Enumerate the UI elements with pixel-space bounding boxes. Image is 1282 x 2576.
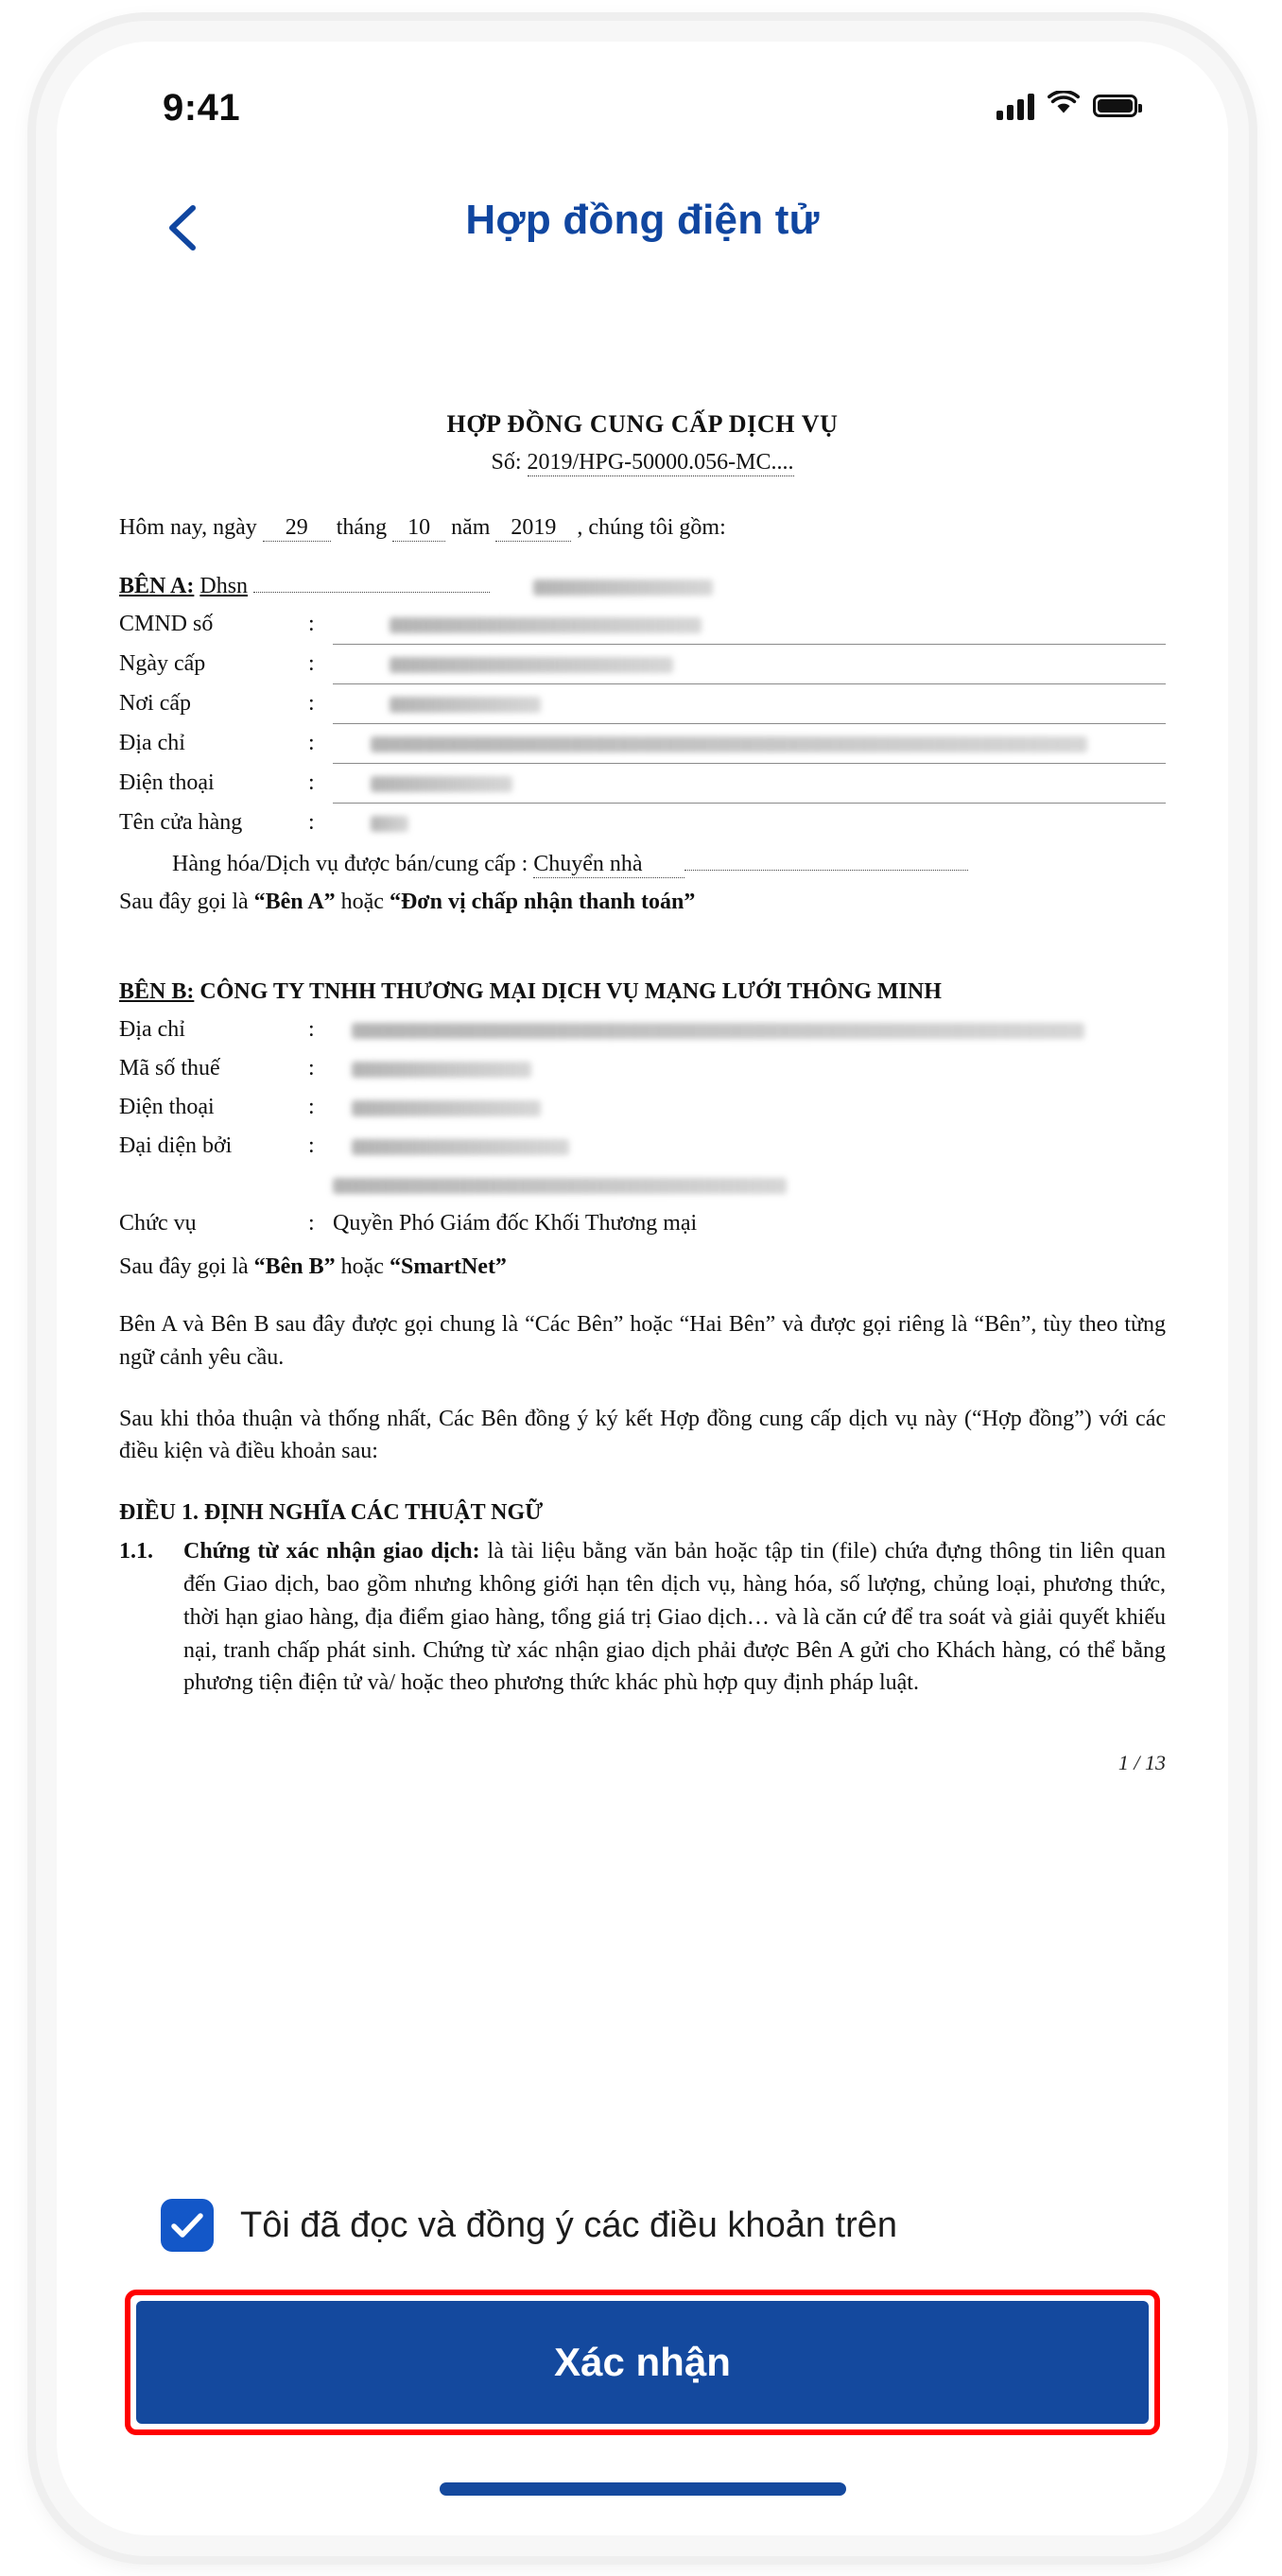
field-label: Đại diện bởi	[119, 1133, 233, 1158]
document-intro	[119, 515, 1166, 542]
table-row	[119, 1088, 1166, 1127]
party-a-goods	[119, 852, 1166, 878]
party-b-fields	[119, 1011, 1166, 1243]
phone-screen	[57, 42, 1228, 2535]
field-separator: :	[308, 612, 315, 637]
field-value	[333, 1088, 1166, 1127]
intro-year: 2019	[495, 515, 571, 542]
party-a-label: BÊN A:	[119, 574, 195, 598]
table-row	[119, 684, 1166, 724]
confirm-button-highlight	[125, 2290, 1160, 2435]
field-label: Địa chỉ	[119, 731, 185, 755]
field-separator: :	[308, 1056, 315, 1081]
field-label: Nơi cấp	[119, 691, 191, 716]
home-indicator[interactable]	[440, 2482, 846, 2496]
clause-term: Chứng từ xác nhận giao dịch:	[183, 1539, 480, 1565]
document-number-label: Số:	[491, 450, 522, 475]
table-row	[119, 1049, 1166, 1088]
field-separator: :	[308, 1017, 315, 1042]
table-row	[119, 804, 1166, 843]
paragraph-agreement: Sau khi thỏa thuận và thống nhất, Các Bên đồng ý ký kết Hợp đồng cung cấp dịch vụ này (“Hợp đồng”) với các điều kiện và điều khoản sau:	[119, 1406, 1166, 1464]
field-label: Điện thoại	[119, 1095, 215, 1119]
clause-number: 1.1.	[119, 1539, 153, 1565]
table-row	[119, 645, 1166, 684]
table-row	[119, 1166, 1166, 1204]
status-icons	[996, 91, 1137, 120]
agree-label: Tôi đã đọc và đồng ý các điều khoản trên	[240, 2204, 898, 2245]
page-indicator: 1 / 13	[1117, 1751, 1166, 1775]
field-value	[333, 1011, 1166, 1049]
field-separator: :	[308, 651, 315, 676]
table-row	[119, 764, 1166, 804]
wifi-icon	[1048, 91, 1080, 120]
battery-full-icon	[1093, 95, 1137, 117]
table-row	[119, 1204, 1166, 1243]
contract-document	[57, 354, 1228, 2150]
field-value: Quyền Phó Giám đốc Khối Thương mại	[333, 1211, 698, 1236]
field-label: Ngày cấp	[119, 651, 206, 676]
paragraph-parties: Bên A và Bên B sau đây được gọi chung là “Các Bên” hoặc “Hai Bên” và được gọi riêng là “Bên”, tùy theo từng ngữ cảnh yêu cầu.	[119, 1312, 1166, 1370]
alias-secondary: “Đơn vị chấp nhận thanh toán”	[389, 890, 696, 914]
field-label: Chức vụ	[119, 1211, 197, 1236]
document-number	[119, 450, 1166, 475]
field-value	[333, 645, 1166, 684]
table-row	[119, 1127, 1166, 1166]
field-separator: :	[308, 691, 315, 716]
party-b-name: CÔNG TY TNHH THƯƠNG MẠI DỊCH VỤ MẠNG LƯỚI THÔNG MINH	[199, 979, 942, 1004]
check-icon	[170, 2211, 204, 2239]
field-value	[333, 804, 1166, 843]
intro-month-label: tháng	[336, 515, 388, 540]
agree-checkbox[interactable]	[161, 2199, 214, 2252]
page-title: Hợp đồng điện tử	[465, 197, 820, 243]
alias-primary: “Bên A”	[253, 890, 336, 914]
party-a-fields	[119, 605, 1166, 842]
party-a-name: Dhsn	[199, 574, 249, 598]
clause-text: là tài liệu bằng văn bản hoặc tập tin (file) chứa đựng thông tin liên quan đến Giao dịch, bao gồm nhưng không giới hạn tên dịch vụ, hàng hóa, số lượng, chủng loại, phương thức, thời hạn giao hàng, địa điểm giao hàng, tổng giá trị Giao dịch… và là căn cứ để tra soát và giải quyết khiếu nại, tranh chấp phát sinh. Chứng từ xác nhận giao dịch phải được Bên A gửi cho Khách hàng, có thể bằng phương tiện điện tử và/ hoặc theo phương thức khác phù hợp quy định pháp luật.	[183, 1539, 1166, 1696]
goods-value: Chuyển nhà	[533, 852, 684, 878]
document-number-value: 2019/HPG-50000.056-MC....	[527, 450, 794, 475]
field-value	[333, 1127, 1166, 1166]
phone-frame	[36, 21, 1249, 2556]
intro-text: Hôm nay, ngày	[119, 515, 257, 540]
party-b-heading	[119, 979, 1166, 1005]
field-separator: :	[308, 1211, 315, 1236]
alias-prefix: Sau đây gọi là	[119, 890, 249, 914]
field-separator: :	[308, 1095, 315, 1119]
field-value	[333, 764, 1166, 804]
agreement-row	[57, 2169, 1228, 2282]
field-label: Mã số thuế	[119, 1056, 220, 1081]
party-a-heading	[119, 574, 1166, 599]
nav-bar	[57, 183, 1228, 287]
status-time: 9:41	[163, 87, 241, 129]
alias-primary: “Bên B”	[253, 1254, 336, 1279]
field-value	[333, 684, 1166, 724]
confirm-button[interactable]: Xác nhận	[136, 2301, 1149, 2424]
field-value	[333, 605, 1166, 645]
table-row	[119, 605, 1166, 645]
goods-label: Hàng hóa/Dịch vụ được bán/cung cấp :	[172, 852, 528, 876]
field-label: Địa chỉ	[119, 1017, 185, 1042]
party-b-label: BÊN B:	[119, 979, 195, 1004]
field-value	[333, 1049, 1166, 1088]
field-separator: :	[308, 770, 315, 795]
clause-1-1	[119, 1535, 1166, 1700]
authority-note	[333, 1166, 1166, 1204]
intro-tail: , chúng tôi gồm:	[577, 515, 726, 540]
alias-or: hoặc	[340, 890, 384, 914]
article-1-title: ĐIỀU 1. ĐỊNH NGHĨA CÁC THUẬT NGỮ	[119, 1500, 544, 1526]
intro-year-label: năm	[451, 515, 491, 540]
field-separator: :	[308, 731, 315, 755]
alias-or: hoặc	[340, 1254, 384, 1279]
alias-secondary: “SmartNet”	[389, 1254, 507, 1279]
field-value	[333, 724, 1166, 764]
intro-month: 10	[392, 515, 445, 542]
field-label: Điện thoại	[119, 770, 215, 795]
field-label: CMND số	[119, 612, 214, 637]
table-row	[119, 1011, 1166, 1049]
document-title: HỢP ĐỒNG CUNG CẤP DỊCH VỤ	[446, 410, 839, 438]
field-label: Tên cửa hàng	[119, 809, 243, 835]
clause-body	[183, 1535, 1166, 1700]
party-b-alias	[119, 1254, 1166, 1280]
status-bar	[57, 42, 1228, 155]
intro-day: 29	[263, 515, 331, 542]
signal-bars-icon	[996, 92, 1034, 120]
table-row	[119, 724, 1166, 764]
field-separator: :	[308, 809, 315, 835]
alias-prefix: Sau đây gọi là	[119, 1254, 249, 1279]
party-a-alias	[119, 890, 1166, 915]
field-separator: :	[308, 1133, 315, 1158]
